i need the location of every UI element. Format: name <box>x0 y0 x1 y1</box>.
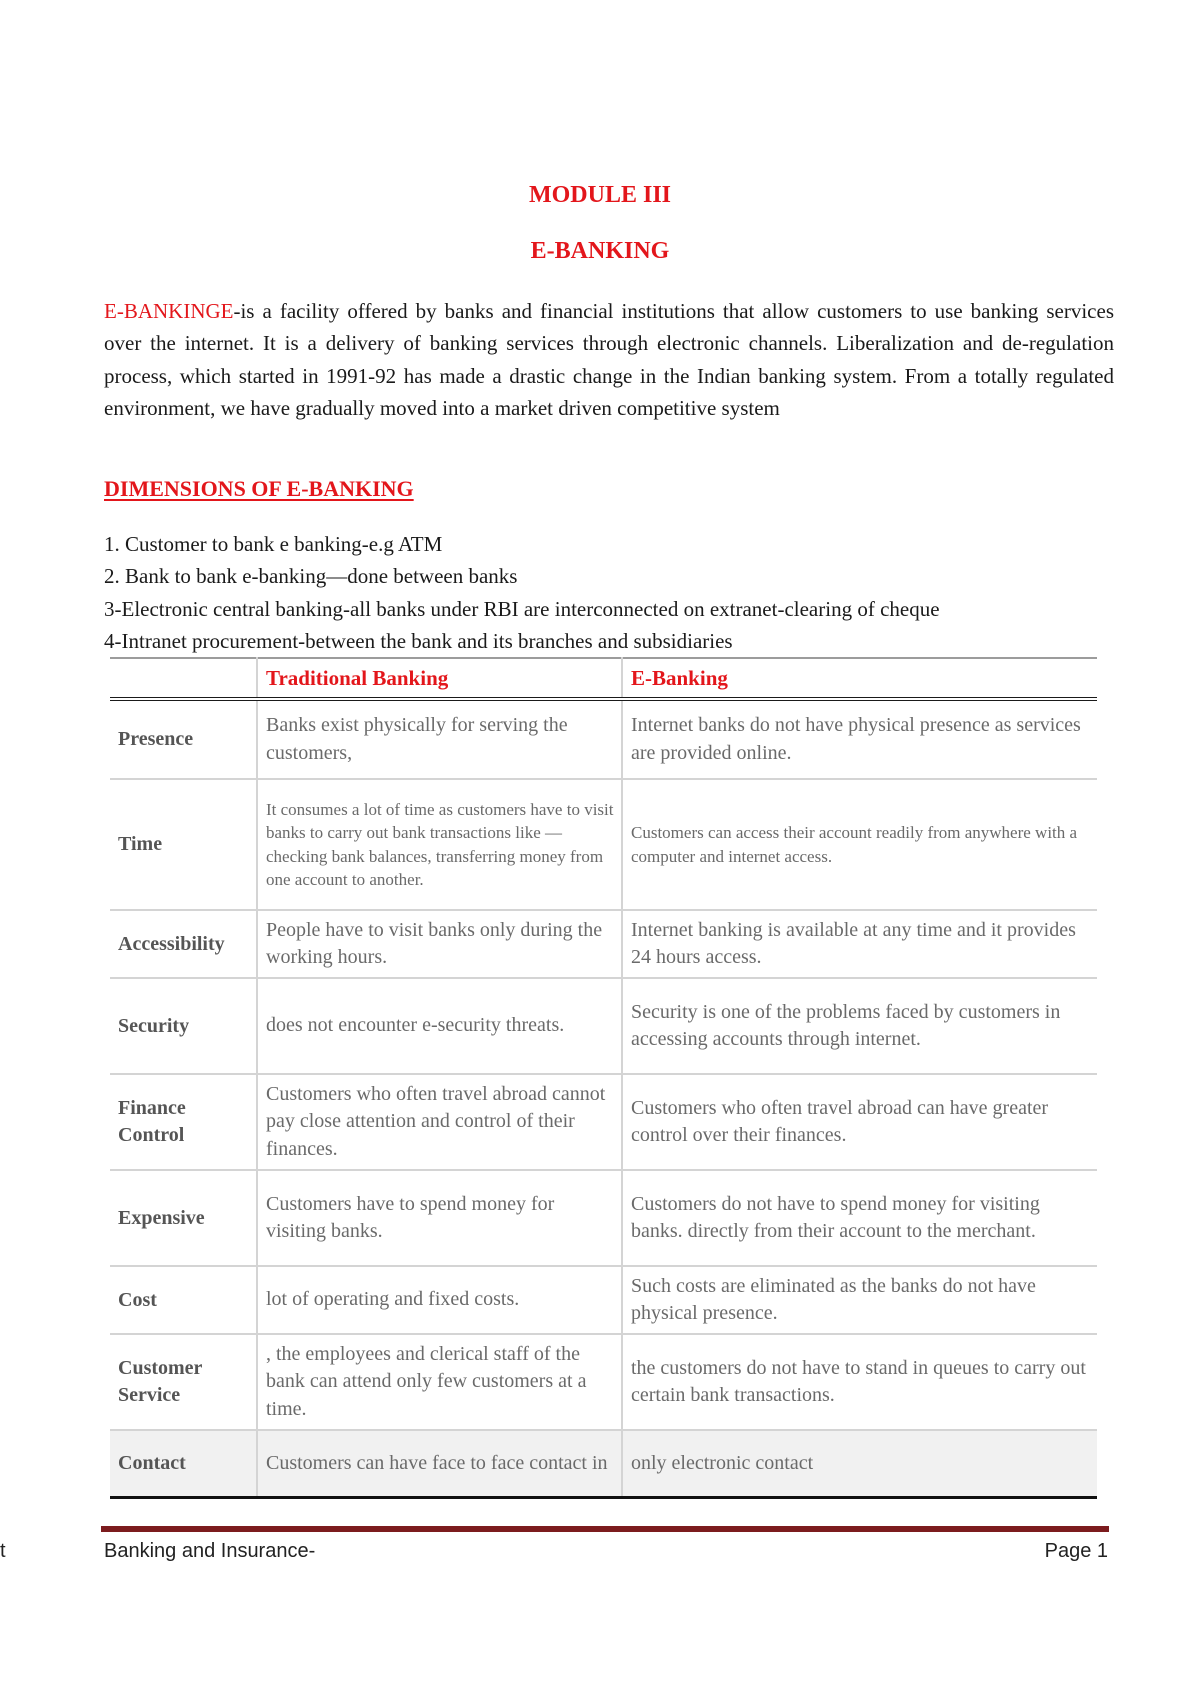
topic-title: E-BANKING <box>530 238 670 264</box>
header-empty-cell <box>110 658 257 699</box>
dimension-item: 3-Electronic central banking-all banks under RBI are interconnected on extranet-clearing of cheque <box>104 596 940 621</box>
table-row <box>110 699 1097 779</box>
table-row <box>110 1334 1097 1430</box>
row-label-accessibility: Accessibility <box>118 932 225 955</box>
traditional-cell: , the employees and clerical staff of the bank can attend only few customers at a time. <box>257 1334 622 1430</box>
row-label-cost: Cost <box>118 1288 157 1311</box>
traditional-cell: does not encounter e-security threats. <box>257 978 622 1074</box>
row-label-contact: Contact <box>118 1451 186 1474</box>
ebanking-cell: the customers do not have to stand in queues to carry out certain bank transactions. <box>622 1334 1097 1430</box>
row-label-security: Security <box>118 1014 190 1037</box>
table-row <box>110 1170 1097 1266</box>
dimension-item: 4-Intranet procurement-between the bank and its branches and subsidiaries <box>104 628 733 653</box>
table-row <box>110 1266 1097 1334</box>
table-row <box>110 1430 1097 1497</box>
ebanking-cell: Internet banking is available at any time and it provides 24 hours access. <box>622 910 1097 978</box>
table-row <box>110 910 1097 978</box>
traditional-cell: Customers can have face to face contact in <box>257 1430 622 1497</box>
traditional-cell: It consumes a lot of time as customers have to visit banks to carry out bank transactions like — checking bank balances, transferring money from one account to another. <box>257 779 622 910</box>
row-label-time: Time <box>118 833 163 855</box>
ebanking-cell: Internet banks do not have physical presence as services are provided online. <box>622 699 1097 779</box>
comparison-table <box>110 657 1097 1499</box>
footer-page-number: Page 1 <box>1044 1540 1108 1562</box>
header-e-banking: E-Banking <box>622 658 1097 699</box>
table-row <box>110 779 1097 910</box>
traditional-cell: People have to visit banks only during the working hours. <box>257 910 622 978</box>
footer-edge-fragment: t <box>0 1540 6 1562</box>
dimensions-heading: DIMENSIONS OF E-BANKING <box>104 476 414 501</box>
intro-lead-term: E-BANKINGE <box>104 299 234 323</box>
row-label-finance-control: Finance Control <box>118 1097 186 1146</box>
traditional-cell: Customers have to spend money for visiting banks. <box>257 1170 622 1266</box>
footer-divider <box>101 1526 1109 1532</box>
table-row <box>110 978 1097 1074</box>
dimensions-list <box>104 528 940 657</box>
table-row <box>110 1074 1097 1170</box>
ebanking-cell: Customers can access their account readily from anywhere with a computer and internet access. <box>622 779 1097 910</box>
traditional-cell: lot of operating and fixed costs. <box>257 1266 622 1334</box>
row-label-customer-service: Customer Service <box>118 1357 203 1406</box>
intro-text: -is a facility offered by banks and financial institutions that allow customers to use banking services over the internet. It is a delivery of banking services through electronic channels. Liberalization and de-regulation process, which started in 1991-92 has made a drastic change in the Indian banking system. From a totally regulated environment, we have gradually moved into a market driven competitive system <box>104 299 1114 420</box>
dimension-item: 2. Bank to bank e-banking—done between banks <box>104 564 518 589</box>
ebanking-cell: Customers do not have to spend money for visiting banks. directly from their account to the merchant. <box>622 1170 1097 1266</box>
traditional-cell: Banks exist physically for serving the customers, <box>257 699 622 779</box>
ebanking-cell: Security is one of the problems faced by customers in accessing accounts through internet. <box>622 978 1097 1074</box>
footer-course-title: Banking and Insurance- <box>104 1540 316 1562</box>
table-header-row <box>110 658 1097 699</box>
row-label-presence: Presence <box>118 728 194 750</box>
module-title: MODULE III <box>528 182 672 208</box>
traditional-cell: Customers who often travel abroad cannot pay close attention and control of their finances. <box>257 1074 622 1170</box>
intro-paragraph <box>104 295 1114 424</box>
row-label-expensive: Expensive <box>118 1206 205 1229</box>
ebanking-cell: Such costs are eliminated as the banks do not have physical presence. <box>622 1266 1097 1334</box>
dimension-item: 1. Customer to bank e banking-e.g ATM <box>104 532 443 556</box>
ebanking-cell: only electronic contact <box>622 1430 1097 1497</box>
header-traditional-banking: Traditional Banking <box>257 658 622 699</box>
ebanking-cell: Customers who often travel abroad can have greater control over their finances. <box>622 1074 1097 1170</box>
